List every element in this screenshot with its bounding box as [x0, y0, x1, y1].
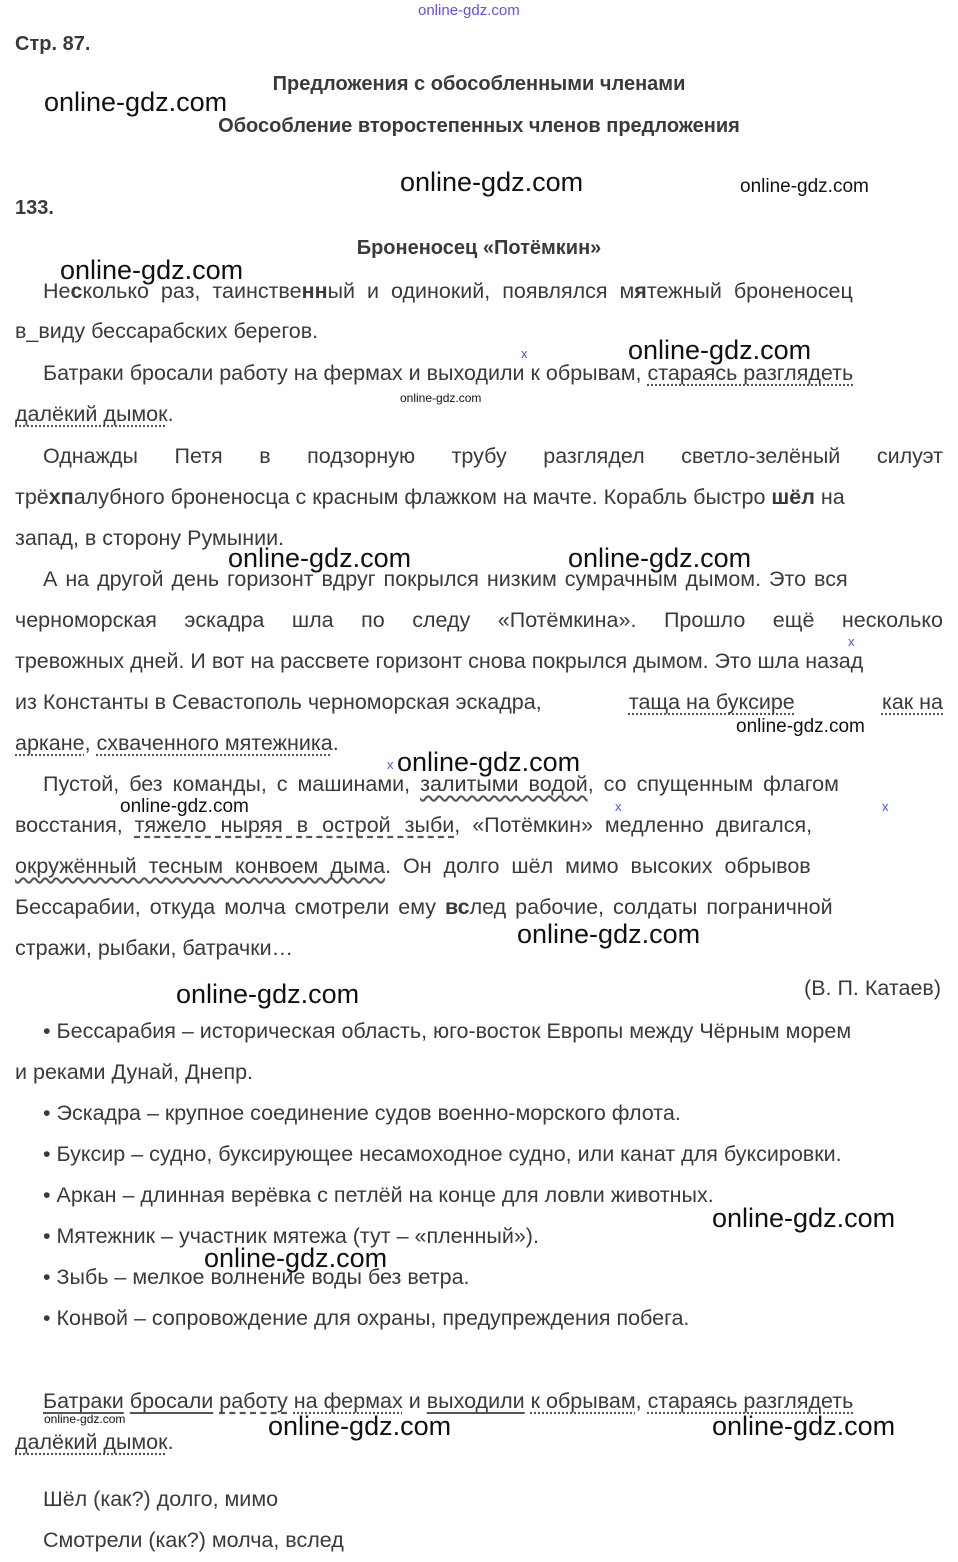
watermark: online-gdz.com: [712, 1203, 896, 1233]
p2-line2: далёкий дымок.: [15, 402, 174, 426]
page-reference: Стр. 87.: [15, 33, 91, 55]
watermark: online-gdz.com: [400, 167, 584, 197]
watermark: online-gdz.com: [120, 796, 249, 817]
watermark: online-gdz.com: [400, 391, 482, 405]
top-watermark: online-gdz.com: [418, 2, 520, 19]
watermark: online-gdz.com: [736, 716, 865, 737]
p3-line3: запад, в сторону Румынии.: [15, 526, 285, 550]
x-mark: x: [615, 799, 622, 814]
watermark: online-gdz.com: [44, 1412, 126, 1426]
glossary-zyb: • Зыбь – мелкое волнение воды без ветра.: [43, 1265, 470, 1289]
analysis-line2: далёкий дымок.: [15, 1430, 174, 1454]
exercise-number: 133.: [15, 197, 54, 219]
glossary-bessarabia-cont: и реками Дунай, Днепр.: [15, 1060, 254, 1084]
p4-line1: А на другой день горизонт вдруг покрылся низким сумрачным дымом. Это вся: [43, 567, 848, 591]
glossary-eskadra: • Эскадра – крупное соединение судов военно-морского флота.: [43, 1101, 681, 1125]
p2-line1: Батраки бросали работу на фермах и выходили к обрывам, стараясь разглядеть: [43, 361, 854, 385]
p5-line3: окружённый тесным конвоем дыма. Он долго шёл мимо высоких обрывов: [15, 854, 811, 878]
p4-line2: черноморская эскадра шла по следу «Потёмкина». Прошло ещё несколько: [15, 608, 943, 632]
watermark: online-gdz.com: [204, 1243, 388, 1273]
p4-line4: из Константы в Севастополь черноморская эскадра, таща на буксире как на: [15, 690, 943, 714]
watermark: online-gdz.com: [44, 87, 228, 117]
analysis-question1: Шёл (как?) долго, мимо: [43, 1487, 279, 1511]
watermark: online-gdz.com: [517, 919, 701, 949]
p5-line5: стражи, рыбаки, батрачки…: [15, 936, 294, 960]
x-mark: x: [521, 346, 528, 361]
analysis-question2: Смотрели (как?) молча, вслед: [43, 1528, 344, 1552]
section-subtitle: Обособление второстепенных членов предложения: [218, 115, 740, 137]
p4-line3: тревожных дней. И вот на рассвете горизонт снова покрылся дымом. Это шла назад: [15, 649, 864, 673]
watermark: online-gdz.com: [397, 747, 581, 777]
analysis-line1: Батраки бросали работу на фермах и выходили к обрывам, стараясь разглядеть: [43, 1389, 854, 1413]
watermark: online-gdz.com: [176, 979, 360, 1009]
glossary-arkan: • Аркан – длинная верёвка с петлёй на конце для ловли животных.: [43, 1183, 714, 1207]
x-mark: x: [387, 757, 394, 772]
p1-line2: в_виду бессарабских берегов.: [15, 319, 319, 343]
x-mark: x: [882, 799, 889, 814]
watermark: online-gdz.com: [628, 335, 812, 365]
section-title: Предложения с обособленными членами: [272, 73, 686, 95]
p3-line1: Однажды Петя в подзорную трубу разглядел светло-зелёный силуэт: [43, 444, 943, 468]
glossary-konvoy: • Конвой – сопровождение для охраны, предупреждения побега.: [43, 1306, 690, 1330]
author-attribution: (В. П. Катаев): [804, 976, 941, 1000]
watermark: online-gdz.com: [60, 255, 244, 285]
story-title: Броненосец «Потёмкин»: [356, 237, 602, 259]
watermark: online-gdz.com: [712, 1411, 896, 1441]
glossary-buksir: • Буксир – судно, буксирующее несамоходное судно, или канат для буксировки.: [43, 1142, 842, 1166]
glossary-bessarabia: • Бессарабия – историческая область, юго-восток Европы между Чёрным морем: [43, 1019, 852, 1043]
x-mark: x: [848, 634, 855, 649]
p3-line2: трёхпалубного броненосца с красным флажком на мачте. Корабль быстро шёл на: [15, 485, 845, 509]
p1-line1: Несколько раз, таинственный и одинокий, появлялся мятежный броненосец: [43, 279, 853, 303]
p5-line4: Бессарабии, откуда молча смотрели ему вслед рабочие, солдаты пограничной: [15, 895, 833, 919]
glossary-myatezhnik: • Мятежник – участник мятежа (тут – «пленный»).: [43, 1224, 539, 1248]
watermark: online-gdz.com: [268, 1411, 452, 1441]
watermark: online-gdz.com: [740, 176, 869, 197]
watermark: online-gdz.com: [228, 543, 412, 573]
p5-line2: восстания, тяжело ныряя в острой зыби, «Потёмкин» медленно двигался,: [15, 813, 813, 837]
p4-line5: аркане, схваченного мятежника.: [15, 731, 339, 755]
p5-line1: Пустой, без команды, с машинами, залитыми водой, со спущенным флагом: [43, 772, 839, 796]
watermark: online-gdz.com: [568, 543, 752, 573]
